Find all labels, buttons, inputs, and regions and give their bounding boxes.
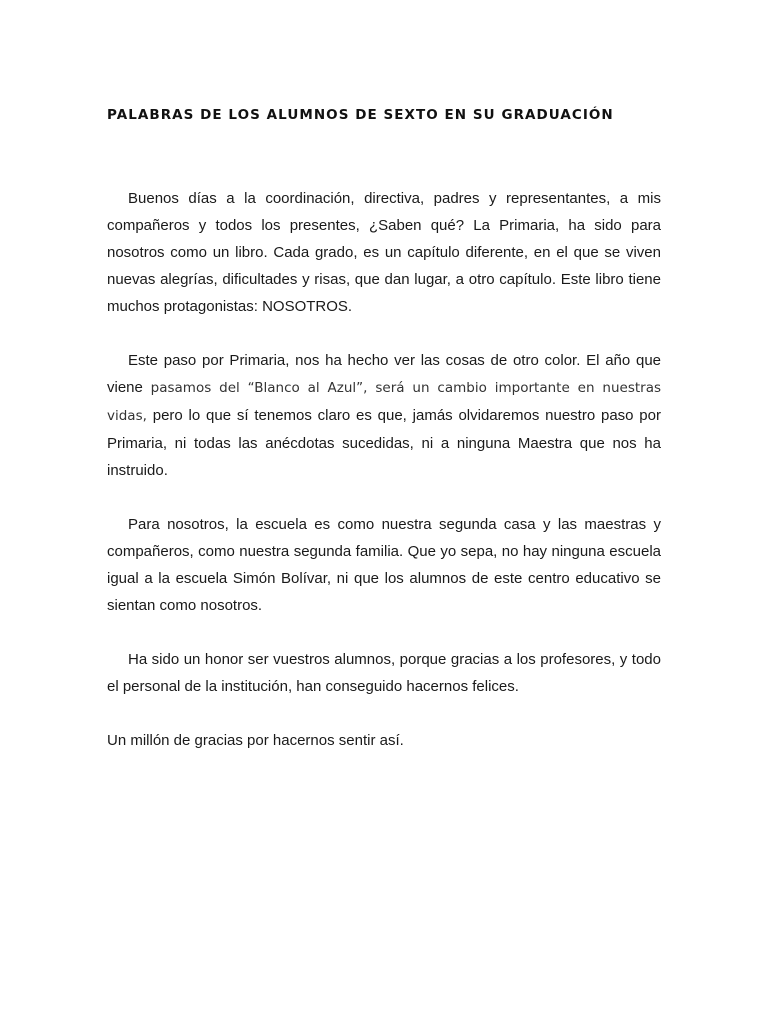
paragraph-gracias: Un millón de gracias por hacernos sentir así.	[107, 732, 404, 749]
paragraph-primaria	[107, 347, 661, 484]
paragraph-escuela: Para nosotros, la escuela es como nuestra segunda casa y las maestras y compañeros, como nuestra segunda familia. Que yo sepa, no hay ninguna escuela igual a la escuela Simón Bolívar, ni que los alumnos de este centro educativo se sientan como nosotros.	[107, 516, 661, 614]
paragraph-primaria-part2: pasamos del “Blanco al Azul”, será un cambio importante en nuestras vidas,	[107, 380, 661, 424]
paragraph-honor: Ha sido un honor ser vuestros alumnos, porque gracias a los profesores, y todo el personal de la institución, han conseguido hacernos felices.	[107, 651, 661, 695]
paragraph-primaria-part3: pero lo que sí tenemos claro es que, jamás olvidaremos nuestro paso por Primaria, ni todas las anécdotas sucedidas, ni a ninguna Maestra que nos ha instruido.	[107, 407, 661, 479]
paragraph-primaria-part1: Este paso por Primaria, nos ha hecho ver las cosas de otro color. El año que viene	[107, 352, 661, 396]
paragraph-greeting: Buenos días a la coordinación, directiva, padres y representantes, a mis compañeros y todos los presentes, ¿Saben qué? La Primaria, ha sido para nosotros como un libro. Cada grado, es un capítulo diferente, en el que se viven nuevas alegrías, dificultades y risas, que dan lugar, a otro capítulo. Este libro tiene muchos protagonistas: NOSOTROS.	[107, 190, 661, 315]
document-body	[107, 185, 661, 781]
document-title: PALABRAS DE LOS ALUMNOS DE SEXTO EN SU GRADUACIÓN	[107, 107, 614, 123]
